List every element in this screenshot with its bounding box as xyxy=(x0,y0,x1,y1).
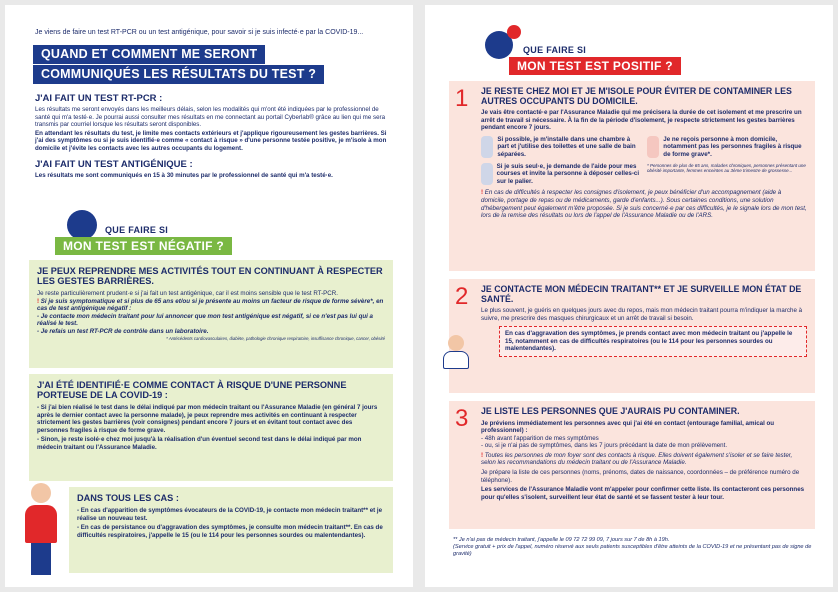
box2-p1: - Si j'ai bien réalisé le test dans le délai indiqué par mon médecin traitant ou l'Assurance Maladie (en général 7 jours après le dernier contact avec la personne malade), je peux reprendre mes activités en continuant à respecter strictement les gestes barrières (voir consignes) pendant encore 7 jours et en évitant tout contact avec des personnes fragiles à risque de forme grave. xyxy=(37,404,378,434)
step1-tips-row2 xyxy=(481,163,807,186)
step2-alert: En cas d'aggravation des symptômes, je prends contact avec mon médecin traitant ou j'appelle le 15, notamment en cas de difficultés respiratoires (ou le 114 pour les personnes sourdes ou malentendantes). xyxy=(499,326,807,357)
warning-icon: ! xyxy=(37,297,40,305)
step1-p1: Je vais être contacté·e par l'Assurance Maladie qui me précisera la durée de cet isolement et me prescrire un arrêt de travail si nécessaire. À la fin de la période d'isolement, je respecte strictement les gestes barrières pendant encore 7 jours. xyxy=(481,109,802,132)
antigen-heading: J'AI FAIT UN TEST ANTIGÉNIQUE : xyxy=(35,158,193,170)
step1-heading: JE RESTE CHEZ MOI ET JE M'ISOLE POUR ÉVITER DE CONTAMINER LES AUTRES OCCUPANTS DU DOMICILE. xyxy=(481,86,792,106)
bathroom-icon xyxy=(481,136,493,158)
step3-heading: JE LISTE LES PERSONNES QUE J'AURAIS PU CONTAMINER. xyxy=(481,406,740,416)
step1-box xyxy=(449,81,815,271)
step3-p4: ! Toutes les personnes de mon foyer sont des contacts à risque. Elles doivent également s'isoler et se faire tester, selon les recommandations du médecin traitant ou de l'Assurance Maladie. xyxy=(481,451,793,467)
step3-p3: - ou, si je n'ai pas de symptômes, dans les 7 jours précédant la date de mon prélèvement. xyxy=(481,442,728,450)
tip-note: * Personnes de plus de 65 ans, malades chroniques, personnes présentant une obésité importante, femmes enceintes au 3ème trimestre de grossesse... xyxy=(647,162,806,174)
negative-box-contact xyxy=(29,374,393,481)
step2-number: 2 xyxy=(455,283,469,310)
pcr-heading: J'AI FAIT UN TEST RT-PCR : xyxy=(35,93,163,104)
box1-p3: - Je contacte mon médecin traitant pour lui annoncer que mon test antigénique est négatif, si ce n'est pas lui qui a réalisé le test. xyxy=(37,312,374,328)
negative-box-all-cases xyxy=(69,487,393,573)
step3-p6: Les services de l'Assurance Maladie vont m'appeler pour confirmer cette liste. Ils contacteront ces personnes pour qu'elles s'isolent, surveillent leur état de santé et se fassent tester à leur tour. xyxy=(481,486,805,501)
negative-box-activities xyxy=(29,260,393,368)
tip-no-visitors: Je ne reçois personne à mon domicile, notamment pas les personnes fragiles à risque de forme grave*. xyxy=(647,136,807,159)
box2-heading: J'AI ÉTÉ IDENTIFIÉ·E COMME CONTACT À RISQUE D'UNE PERSONNE PORTEUSE DE LA COVID-19 : xyxy=(37,380,347,400)
box1-p1: Je reste particulièrement prudent·e si j'ai fait un test antigénique, car il est moins sensible que le test RT-PCR. xyxy=(37,290,338,297)
left-page xyxy=(5,5,413,587)
step3-p1: Je préviens immédiatement les personnes avec qui j'ai été en contact (entourage familial, amical ou professionnel) : xyxy=(481,419,775,435)
negative-banner: MON TEST EST NÉGATIF ? xyxy=(55,237,232,255)
intro-text: Je viens de faire un test RT-PCR ou un test antigénique, pour savoir si je suis infecté·e par la COVID-19... xyxy=(35,29,364,36)
box3-heading: DANS TOUS LES CAS : xyxy=(77,493,179,503)
tip-groceries: Si je suis seul·e, je demande de l'aide pour mes courses et invite la personne à déposer celles-ci sur le palier. xyxy=(481,163,641,186)
que-faire-label: QUE FAIRE SI xyxy=(105,225,169,235)
antigen-text: Les résultats me sont communiqués en 15 à 30 minutes par le professionnel de santé qui m'a testé·e. xyxy=(35,171,333,179)
step1-tips xyxy=(481,136,807,159)
pcr-text2: En attendant les résultats du test, je limite mes contacts extérieurs et j'applique rigoureusement les gestes barrières. Si j'ai des symptômes ou si je suis identifié·e comme « contact à risque » d'une personne testée positive, je m'isole à mon domicile et j'évite les contacts avec les autres occupants du logement. xyxy=(35,129,387,152)
step3-box xyxy=(449,401,815,529)
box3-p1: - En cas d'apparition de symptômes évocateurs de la COVID-19, je contacte mon médecin traitant** et je réalise un nouveau test. xyxy=(77,507,383,522)
box2-p2: - Sinon, je reste isolé·e chez moi jusqu'à la réalisation d'un éventuel second test dans le délai indiqué par mon médecin traitant ou l'Assurance Maladie. xyxy=(37,436,362,451)
pcr-text1: Les résultats me seront envoyés dans les meilleurs délais, selon les modalités qui m'ont été indiquées par le professionnel de santé qui m'a testé·e. Je pourrai aussi consulter mes résultats en me connectant au portail Cyberlab® grâce au lien qui me sera transmis par courriel lorsque les résultats seront disponibles. xyxy=(35,106,386,129)
tip-separate-room: Si possible, je m'installe dans une chambre à part et j'utilise des toilettes et une salle de bain séparées. xyxy=(481,136,641,159)
step2-heading: JE CONTACTE MON MÉDECIN TRAITANT** ET JE SURVEILLE MON ÉTAT DE SANTÉ. xyxy=(481,284,802,304)
pcr-section xyxy=(35,93,391,179)
que-faire-label: QUE FAIRE SI xyxy=(523,45,587,55)
woman-illustration-icon xyxy=(21,483,61,578)
footnote xyxy=(453,537,813,558)
step3-p2: - 48h avant l'apparition de mes symptômes xyxy=(481,434,599,442)
step2-p1: Le plus souvent, je guéris en quelques jours avec du repos, mais mon médecin traitant pourra m'indiquer la marche à suivre, me prescrire des masques chirurgicaux et un arrêt de travail si besoin. xyxy=(481,307,803,322)
no-visitors-icon xyxy=(647,136,659,158)
step3-number: 3 xyxy=(455,405,469,432)
warning-icon: ! xyxy=(481,451,484,459)
door-icon xyxy=(481,163,493,185)
box1-note: * Antécédents cardiovasculaires, diabète, pathologie chronique respiratoire, insuffisance chronique, cancer, obésité xyxy=(166,335,385,341)
box1-heading: JE PEUX REPRENDRE MES ACTIVITÉS TOUT EN CONTINUANT À RESPECTER LES GESTES BARRIÈRES. xyxy=(37,266,383,286)
step2-box xyxy=(449,279,815,393)
results-title-line1: QUAND ET COMMENT ME SERONT xyxy=(33,45,265,64)
footnote1: ** Je n'ai pas de médecin traitant, j'appelle le 09 72 72 99 09, 7 jours sur 7 de 8h à 19h. xyxy=(453,537,670,543)
box1-p4: - Je refais un test RT-PCR de contrôle dans un laboratoire. xyxy=(37,327,209,335)
footnote2: (Service gratuit + prix de l'appel, numéro réservé aux seuls patients susceptibles d'être atteints de la COVID-19 et ne présentant pas de signe de gravité) xyxy=(453,544,812,557)
right-page xyxy=(425,5,833,587)
box3-p2: - En cas de persistance ou d'aggravation des symptômes, je consulte mon médecin traitant**. En cas de difficultés respiratoires, j'appelle le 15 (ou le 114 pour les personnes sourdes ou malentendantes). xyxy=(77,524,383,539)
step1-number: 1 xyxy=(455,85,469,112)
positive-banner: MON TEST EST POSITIF ? xyxy=(509,57,681,75)
woman-coughing-icon xyxy=(443,335,469,369)
step1-p2: ! En cas de difficultés à respecter les consignes d'isolement, je peux bénéficier d'un accompagnement (aide à domicile, portage de repas ou de médicaments, garde d'enfants...). Sous certaines conditions, une solution d'hébergement peut également m'être proposée. Si je suis concerné·e par ces difficultés, je le signale lors de mon test, lors de la remise des résultats ou lors de l'appel de l'Assurance Maladie ou de l'ARS. xyxy=(481,189,807,220)
person-avatar-icon xyxy=(67,210,97,240)
step3-p5: Je prépare la liste de ces personnes (noms, prénoms, dates de naissance, coordonnées – de préférence numéro de téléphone). xyxy=(481,469,800,484)
box1-p2: ! Si je suis symptomatique et si plus de 65 ans et/ou si je présente au moins un facteur de risque de forme sévère*, en cas de test antigénique négatif : xyxy=(37,297,384,313)
warning-icon: ! xyxy=(481,189,484,197)
results-title-line2: COMMUNIQUÉS LES RÉSULTATS DU TEST ? xyxy=(33,65,324,84)
virus-icon xyxy=(507,25,521,39)
